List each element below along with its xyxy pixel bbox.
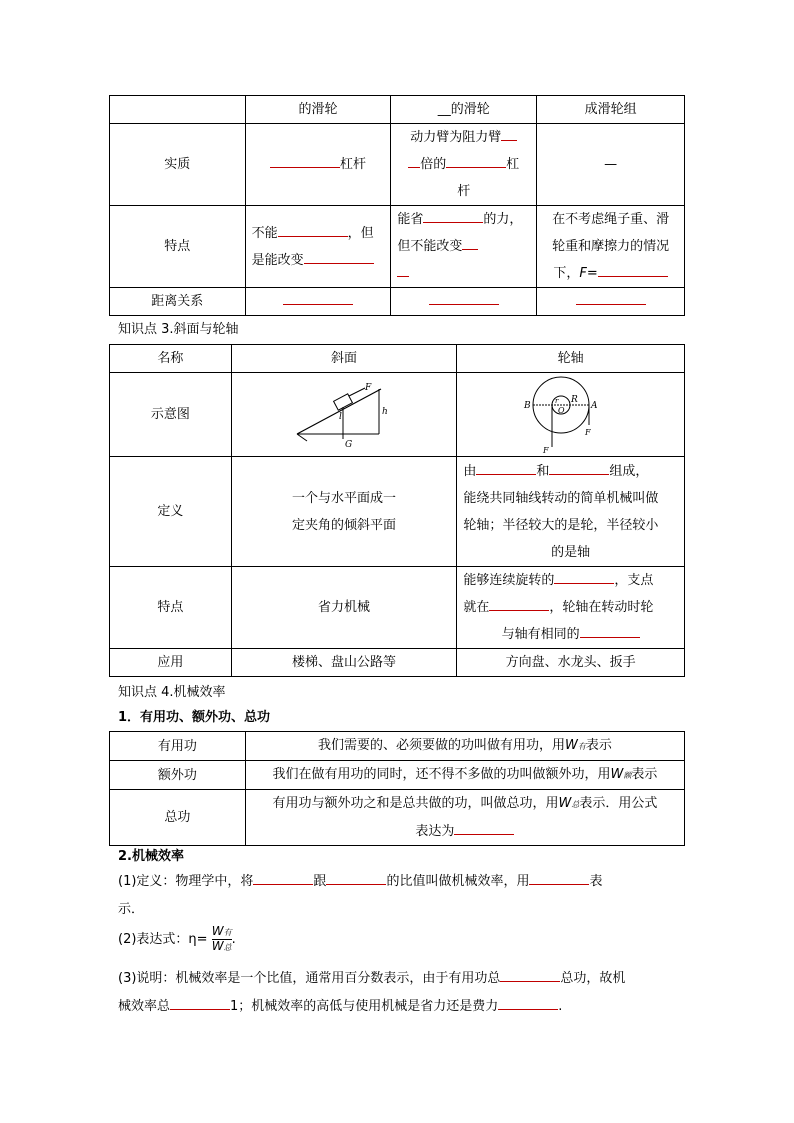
answer-blank[interactable] [498,995,558,1010]
subsection-2-title: 2.机械效率 [118,849,184,864]
efficiency-expression: (2)表达式：η= W有 W总 . [118,924,236,953]
fraction: W有 W总 [211,924,232,953]
distance-block [537,288,685,316]
table-row [110,288,685,316]
answer-blank[interactable] [423,208,483,223]
wheel-axle-diagram [521,375,621,455]
table-row [110,373,685,457]
answer-blank[interactable] [326,870,386,885]
section-3-title: 知识点 3.斜面与轮轴 [118,322,239,337]
answer-blank[interactable] [501,126,517,141]
answer-blank[interactable] [283,290,353,305]
row-label-nature: 实质 [110,124,246,206]
answer-blank[interactable] [554,569,614,584]
force-arrow [349,388,365,396]
answer-blank[interactable] [580,623,640,638]
incline-diagram [289,379,399,451]
feature-block: 在不考虑绳子重、滑 轮重和摩擦力的情况 下，F= [537,206,685,288]
answer-blank[interactable] [397,262,409,277]
answer-blank[interactable] [429,290,499,305]
efficiency-definition: (1)定义：物理学中，将 跟 的比值叫做机械效率，用 表 示． [118,868,678,924]
work-table [109,731,685,846]
nature-fixed: 杠杆 [245,124,391,206]
header-fixed-pulley: 的滑轮 [245,96,391,124]
nature-movable: 动力臂为阻力臂 倍的 杠 杆 [391,124,537,206]
table-row [110,790,685,846]
label-h: h [382,406,388,417]
table-row [110,457,685,567]
wheel-diagram-cell [457,373,685,457]
label-G: G [345,439,353,450]
row-label-extra-work: 额外功 [110,761,246,790]
incline-definition: 一个与水平面成一 定夹角的倾斜平面 [231,457,457,567]
label-F1: F [584,427,591,437]
row-label-application: 应用 [110,649,232,677]
section-4-title: 知识点 4.机械效率 [118,685,226,700]
row-label-feature: 特点 [110,206,246,288]
header-movable-pulley: __的滑轮 [391,96,537,124]
table-row [110,732,685,761]
table-row [110,124,685,206]
extra-work-definition: 我们在做有用功的同时，还不得不多做的功叫做额外功，用W额表示 [245,761,684,790]
table-row [110,345,685,373]
row-label-useful-work: 有用功 [110,732,246,761]
feature-movable: 能省 的力， 但不能改变 [391,206,537,288]
total-work-definition: 有用功与额外功之和是总共做的功，叫做总功，用W总表示．用公式 表达为 [245,790,684,846]
answer-blank[interactable] [549,460,609,475]
answer-blank[interactable] [270,153,340,168]
nature-block: — [537,124,685,206]
answer-blank[interactable] [446,153,506,168]
label-F: F [365,382,372,393]
table-row [110,567,685,649]
answer-blank[interactable] [408,153,420,168]
answer-blank[interactable] [489,596,549,611]
row-label-distance: 距离关系 [110,288,246,316]
answer-blank[interactable] [454,820,514,835]
row-label-total-work: 总功 [110,790,246,846]
incline-wheel-table [109,344,685,677]
label-F2: F [542,445,549,455]
header-pulley-block: 成滑轮组 [537,96,685,124]
table-row [110,96,685,124]
incline-diagram-cell [231,373,457,457]
distance-movable [391,288,537,316]
row-label-diagram: 示意图 [110,373,232,457]
useful-work-definition: 我们需要的、必须要做的功叫做有用功，用W有表示 [245,732,684,761]
row-label-definition: 定义 [110,457,232,567]
answer-blank[interactable] [576,290,646,305]
answer-blank[interactable] [476,460,536,475]
incline-feature: 省力机械 [231,567,457,649]
answer-blank[interactable] [304,249,374,264]
header-cell [110,96,246,124]
answer-blank[interactable] [253,870,313,885]
answer-blank[interactable] [598,262,668,277]
answer-blank[interactable] [170,995,230,1010]
incline-application: 楼梯、盘山公路等 [231,649,457,677]
table-row [110,206,685,288]
label-A: A [590,400,598,411]
distance-fixed [245,288,391,316]
feature-fixed: 不能 ，但 是能改变 [245,206,391,288]
answer-blank[interactable] [278,222,348,237]
label-l: l [339,411,342,422]
table-row [110,649,685,677]
label-R: R [570,394,578,405]
subsection-1-title: 1．有用功、额外功、总功 [118,710,271,725]
row-label-feature2: 特点 [110,567,232,649]
answer-blank[interactable] [500,967,560,982]
pulley-table [109,95,685,316]
header-incline: 斜面 [231,345,457,373]
wheel-definition: 由 和 组成， 能绕共同轴线转动的简单机械叫做 轮轴；半径较大的是轮，半径较小 的是轴 [457,457,685,567]
header-wheel-axle: 轮轴 [457,345,685,373]
label-r: r [554,396,559,405]
table-row [110,761,685,790]
wheel-application: 方向盘、水龙头、扳手 [457,649,685,677]
answer-blank[interactable] [529,870,589,885]
header-name: 名称 [110,345,232,373]
label-O: O [557,405,565,415]
answer-blank[interactable] [462,235,478,250]
efficiency-note: (3)说明：机械效率是一个比值，通常用百分数表示，由于有用功总 总功，故机 械效率总 1；机械效率的高低与使用机械是省力还是费力 . [118,965,678,1021]
incline-base-edge [297,434,307,441]
label-B: B [523,400,531,411]
wheel-feature: 能够连续旋转的 ，支点 就在 ，轮轴在转动时轮 与轴有相同的 [457,567,685,649]
